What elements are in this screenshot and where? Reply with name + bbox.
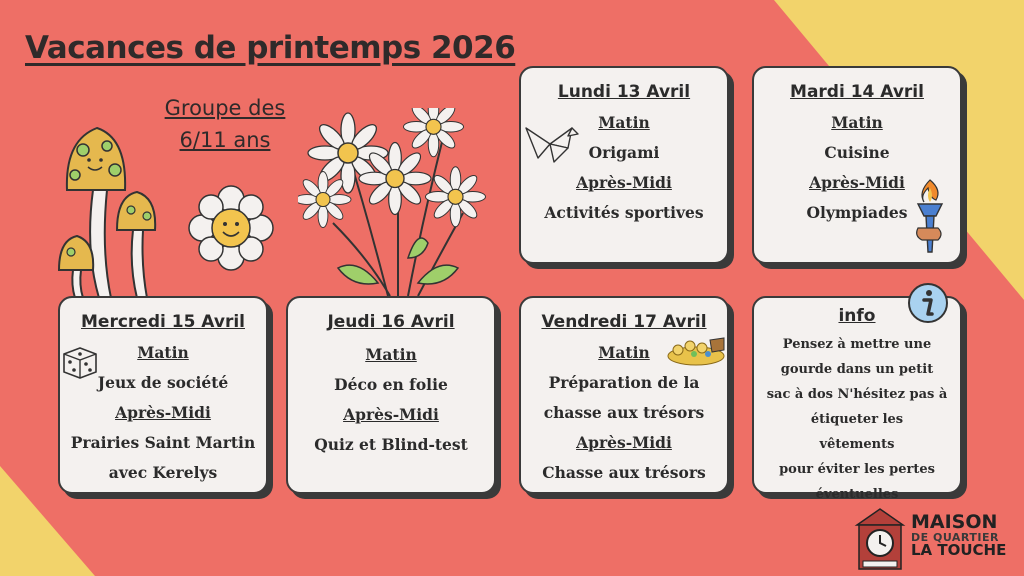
daisies-bouquet-icon [298,108,508,298]
afternoon-label: Après-Midi [576,433,672,452]
day-title: Mardi 14 Avril [790,82,924,102]
morning-activity-line1: Préparation de la [548,373,700,392]
morning-activity: Origami [588,143,660,162]
day-title: Jeudi 16 Avril [327,312,455,332]
info-line: éventuelles [815,487,899,502]
mushrooms-icon [55,120,165,300]
afternoon-label: Après-Midi [576,173,672,192]
smiley-flower-icon [188,185,274,271]
page-title: Vacances de printemps 2026 [25,30,516,66]
day-card-wednesday [58,296,268,494]
origami-bird-icon [524,124,580,164]
info-card [752,296,962,502]
afternoon-label: Après-Midi [115,403,211,422]
dice-icon [60,344,100,382]
afternoon-activity: Chasse aux trésors [542,463,706,482]
morning-label: Matin [831,113,883,132]
afternoon-label: Après-Midi [343,405,439,424]
day-title: Mercredi 15 Avril [81,312,245,332]
afternoon-label: Après-Midi [809,173,905,192]
clock-tower-icon [853,505,907,571]
logo-line3: LA TOUCHE [911,541,1007,559]
day-card-thursday [286,296,496,494]
logo-line2: DE QUARTIER [911,531,999,544]
afternoon-activity: Quiz et Blind-test [314,435,468,454]
info-line: gourde dans un petit [780,362,934,377]
info-icon [906,281,950,325]
day-card-friday [519,296,729,494]
info-line: sac à dos N'hésitez pas à [766,387,948,402]
afternoon-activity: Olympiades [806,203,908,222]
info-line: Pensez à mettre une [782,337,932,352]
afternoon-activity-line1: Prairies Saint Martin [70,433,256,452]
info-line: étiqueter les vêtements [810,412,904,452]
morning-label: Matin [365,345,417,364]
day-title: Lundi 13 Avril [557,82,691,102]
info-line: pour éviter les pertes [779,462,935,477]
age-group-line2: 6/11 ans [179,128,271,152]
morning-label: Matin [598,113,650,132]
logo-line1: MAISON [911,511,998,533]
morning-activity-line2: chasse aux trésors [543,403,705,422]
morning-label: Matin [598,343,650,362]
olympic-torch-icon [904,176,954,256]
info-title: info [838,306,876,326]
day-card-monday [519,66,729,264]
age-group-label [150,92,300,156]
day-title: Vendredi 17 Avril [541,312,707,332]
morning-label: Matin [137,343,189,362]
treasure-coins-icon [664,332,728,366]
maison-quartier-logo [853,505,1013,571]
afternoon-activity: Activités sportives [544,203,704,222]
morning-activity: Cuisine [824,143,890,162]
morning-activity: Jeux de société [97,373,229,392]
info-text [754,332,960,507]
morning-activity: Déco en folie [334,375,448,394]
afternoon-activity-line2: avec Kerelys [108,463,218,482]
logo-text [911,513,1006,558]
age-group-line1: Groupe des [164,96,286,120]
